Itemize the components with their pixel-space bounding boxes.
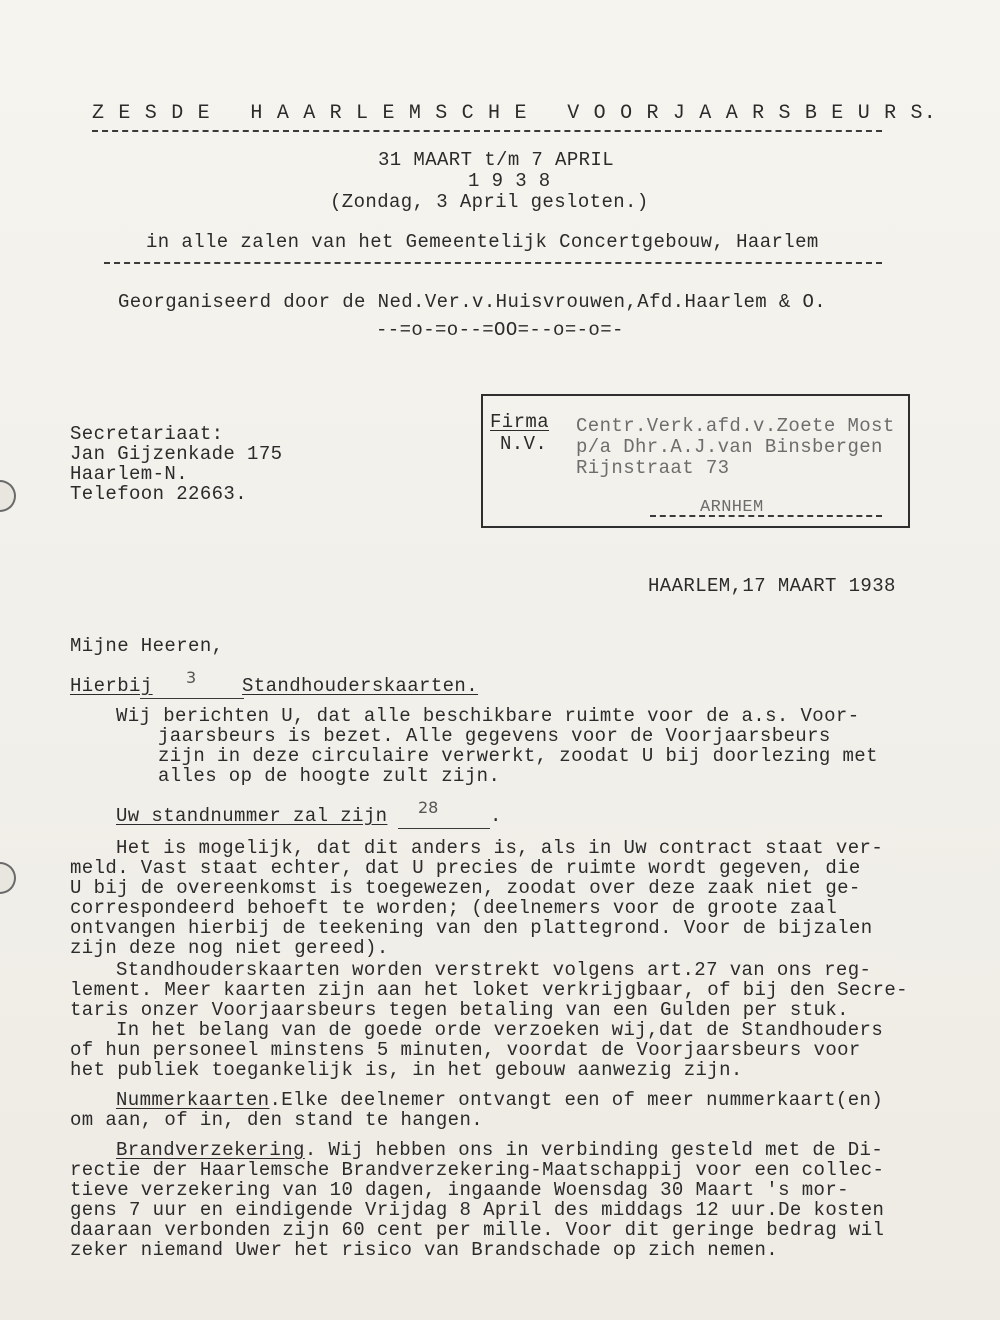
para1-line: Wij berichten U, dat alle beschikbare ruimte voor de a.s. Voor- (116, 705, 860, 727)
para3-line: lement. Meer kaarten zijn aan het loket verkrijgbaar, of bij den Secre- (70, 979, 908, 1001)
brand-heading: Brandverzekering (116, 1139, 305, 1161)
para2-line: Het is mogelijk, dat dit anders is, als in Uw contract staat ver- (116, 837, 884, 859)
fair-dates: 31 MAART t/m 7 APRIL (378, 149, 615, 171)
fair-year: 1 9 3 8 (468, 170, 551, 192)
divider-middle (104, 262, 882, 264)
standnumber-underline (398, 828, 490, 829)
standnumber-value: 28 (418, 798, 439, 817)
punch-hole-bottom (0, 862, 16, 894)
divider-top (92, 130, 882, 132)
dateline: HAARLEM,17 MAART 1938 (648, 575, 896, 597)
para2-line: U bij de overeenkomst is toegewezen, zoodat over deze zaak niet ge- (70, 877, 861, 899)
hierbij-text: Standhouderskaarten. (242, 675, 479, 697)
para2-line: ontvangen hierbij de teekening van den plattegrond. Voor de bijzalen (70, 917, 873, 939)
secretariat-city: Haarlem-N. (70, 463, 189, 485)
nummerkaarten-text: .Elke deelnemer ontvangt een of meer nummerkaart(en) (269, 1089, 884, 1111)
closed-note: (Zondag, 3 April gesloten.) (330, 191, 649, 213)
hierbij-label: Hierbij (70, 675, 153, 697)
para1-line: zijn in deze circulaire verwerkt, zoodat U bij doorlezing met (158, 745, 878, 767)
para2-line: zijn deze nog niet gereed). (70, 937, 389, 959)
card-count: 3 (186, 668, 197, 687)
para4-line: het publiek toegankelijk is, in het gebouw aanwezig zijn. (70, 1059, 743, 1081)
para3-line: taris onzer Voorjaarsbeurs tegen betaling van een Gulden per stuk. (70, 999, 849, 1021)
ornament: --=o-=o--=OO=--o=-o=- (376, 319, 624, 341)
para2-line: correspondeerd behoeft te worden; (deelnemers voor de groote zaal (70, 897, 838, 919)
venue: in alle zalen van het Gemeentelijk Concertgebouw, Haarlem (146, 231, 819, 253)
standnumber-label: Uw standnummer zal zijn (116, 805, 388, 827)
brand-text: . Wij hebben ons in verbinding gesteld met de Di- (304, 1139, 884, 1161)
para3-line: Standhouderskaarten worden verstrekt volgens art.27 van ons reg- (116, 959, 872, 981)
nummerkaarten-line-2: om aan, of in, den stand te hangen. (70, 1109, 484, 1131)
secretariat-label: Secretariaat: (70, 423, 224, 445)
brand-line-6: zeker niemand Uwer het risico van Brandschade op zich nemen. (70, 1239, 779, 1261)
city-underline (650, 515, 882, 517)
nummerkaarten-heading: Nummerkaarten (116, 1089, 270, 1111)
brand-line-4: gens 7 uur en eindigende Vrijdag 8 April des middags 12 uur.De kosten (70, 1199, 885, 1221)
nv-label: N.V. (500, 433, 548, 455)
salutation: Mijne Heeren, (70, 635, 224, 657)
brand-line (116, 1140, 883, 1160)
para2-line: meld. Vast staat echter, dat U precies de ruimte wordt gegeven, die (70, 857, 861, 879)
recipient-line-2: p/a Dhr.A.J.van Binsbergen (576, 436, 883, 458)
para4-line: In het belang van de goede orde verzoeken wij,dat de Standhouders (116, 1019, 884, 1041)
para4-line: of hun personeel minstens 5 minuten, voordat de Voorjaarsbeurs voor (70, 1039, 861, 1061)
hierbij-underline (140, 698, 244, 699)
para1-line: alles op de hoogte zult zijn. (158, 765, 501, 787)
para1-line: jaarsbeurs is bezet. Alle gegevens voor de Voorjaarsbeurs (158, 725, 831, 747)
organiser: Georganiseerd door de Ned.Ver.v.Huisvrouwen,Afd.Haarlem & O. (118, 291, 827, 313)
nummerkaarten-line (116, 1090, 883, 1110)
recipient-line-1: Centr.Verk.afd.v.Zoete Most (576, 415, 895, 437)
recipient-line-3: Rijnstraat 73 (576, 457, 730, 479)
brand-line-3: tieve verzekering van 10 dagen, ingaande Woensdag 30 Maart 's mor- (70, 1179, 849, 1201)
brand-line-5: daaraan verbonden zijn 60 cent per mille. Voor dit geringe bedrag wil (70, 1219, 885, 1241)
secretariat-phone: Telefoon 22663. (70, 483, 248, 505)
firma-label: Firma (490, 411, 550, 433)
letterhead-title: Z E S D E H A A R L E M S C H E V O O R J A A R S B E U R S. (92, 102, 937, 125)
recipient-city: ARNHEM (700, 498, 764, 517)
brand-line-2: rectie der Haarlemsche Brandverzekering-Maatschappij voor een collec- (70, 1159, 885, 1181)
standnumber-end: . (490, 805, 502, 827)
secretariat-street: Jan Gijzenkade 175 (70, 443, 283, 465)
punch-hole-top (0, 480, 16, 512)
